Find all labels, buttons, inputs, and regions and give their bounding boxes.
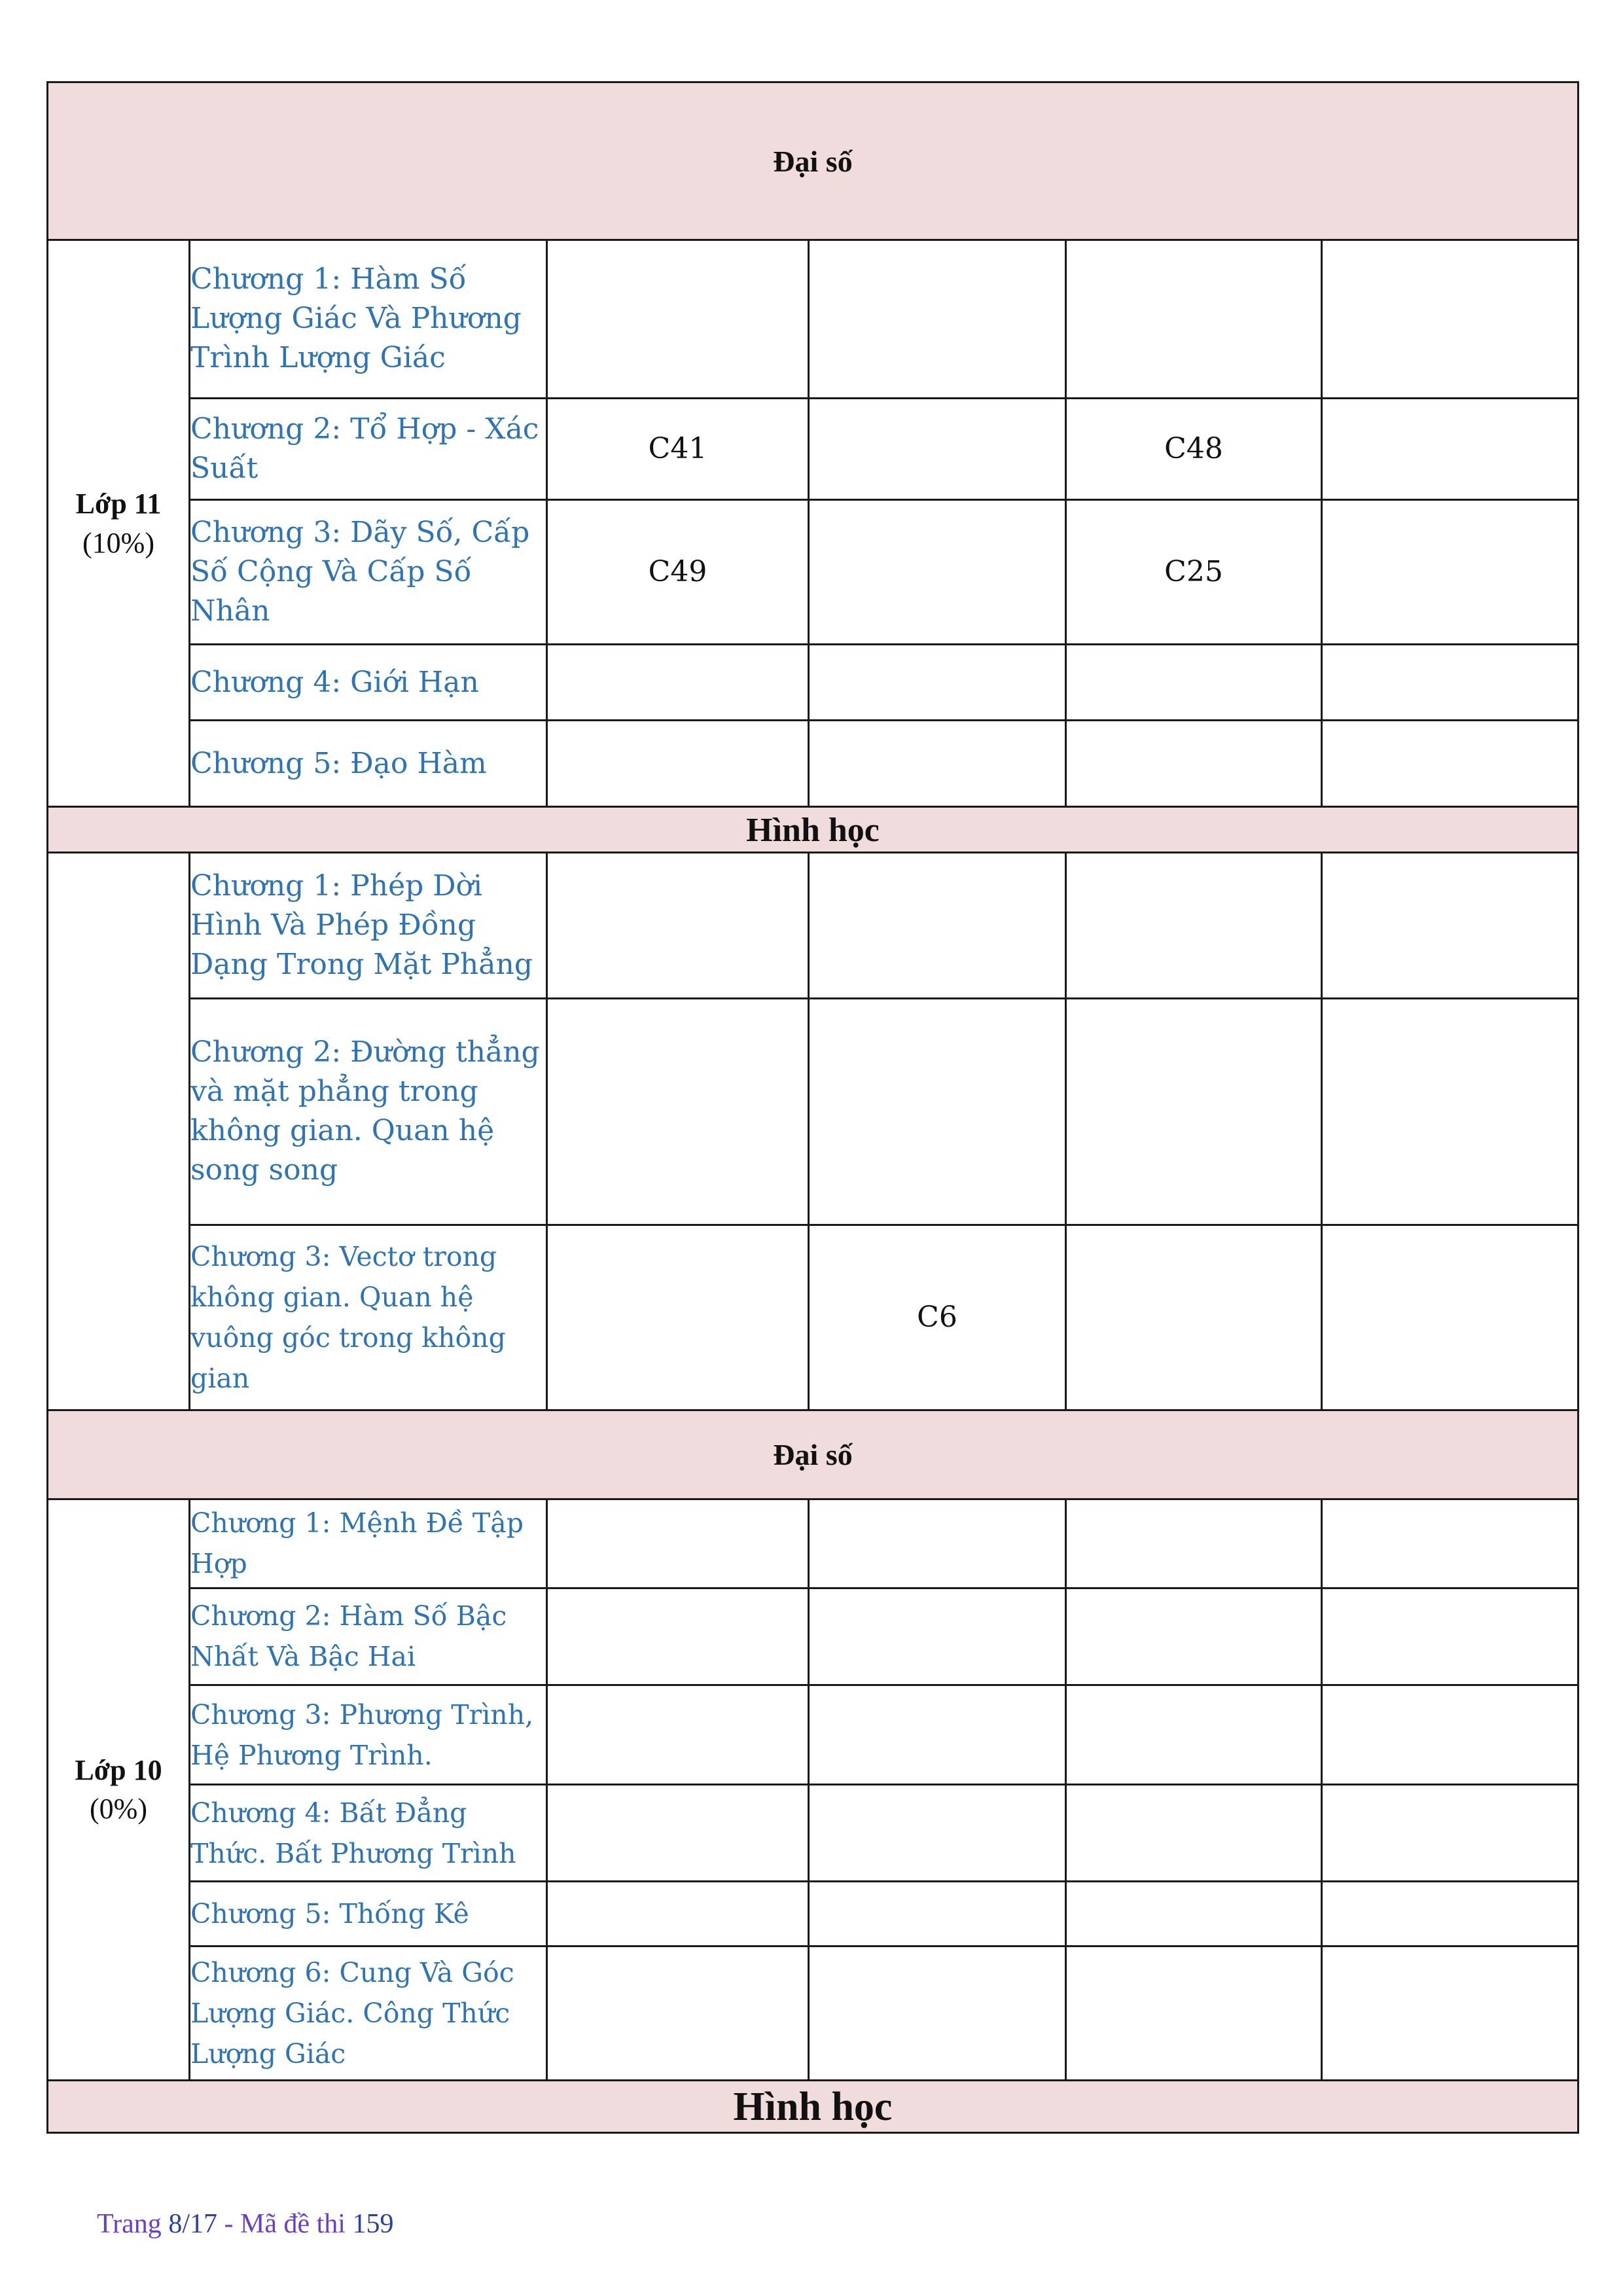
chapter-label: Chương 2: Đường thẳng và mặt phẳng trong không gian. Quan hệ song song	[190, 998, 547, 1225]
matrix-cell	[1066, 1946, 1322, 2080]
matrix-cell	[547, 721, 809, 807]
matrix-cell	[547, 1588, 809, 1685]
matrix-cell	[547, 1685, 809, 1785]
chapter-label: Chương 5: Thống Kê	[190, 1882, 547, 1946]
matrix-cell	[1322, 1685, 1578, 1785]
matrix-cell	[809, 1946, 1066, 2080]
matrix-cell	[547, 1499, 809, 1588]
section-header-algebra-11: Đại số	[48, 82, 1578, 240]
matrix-cell	[1066, 853, 1322, 998]
chapter-label: Chương 1: Mệnh Đề Tập Hợp	[190, 1499, 547, 1588]
matrix-cell	[1322, 1785, 1578, 1882]
matrix-cell	[1066, 1785, 1322, 1882]
matrix-cell	[1322, 853, 1578, 998]
matrix-cell	[809, 398, 1066, 499]
chapter-label: Chương 4: Bất Đẳng Thức. Bất Phương Trình	[190, 1785, 547, 1882]
matrix-cell	[809, 1588, 1066, 1685]
matrix-cell	[1322, 1946, 1578, 2080]
matrix-cell	[547, 853, 809, 998]
chapter-label: Chương 5: Đạo Hàm	[190, 721, 547, 807]
matrix-cell	[1066, 1685, 1322, 1785]
matrix-cell	[547, 1882, 809, 1946]
matrix-cell	[1322, 240, 1578, 398]
matrix-cell	[809, 645, 1066, 721]
chapter-label: Chương 2: Tổ Hợp - Xác Suất	[190, 398, 547, 499]
matrix-cell: C49	[547, 499, 809, 644]
chapter-label: Chương 3: Phương Trình, Hệ Phương Trình.	[190, 1685, 547, 1785]
matrix-cell	[547, 240, 809, 398]
matrix-cell	[809, 998, 1066, 1225]
grade-label-empty	[48, 853, 190, 1410]
matrix-cell	[547, 645, 809, 721]
matrix-cell	[1322, 1225, 1578, 1410]
chapter-label: Chương 1: Hàm Số Lượng Giác Và Phương Trình Lượng Giác	[190, 240, 547, 398]
matrix-cell	[809, 240, 1066, 398]
matrix-cell	[1322, 1499, 1578, 1588]
chapter-label: Chương 1: Phép Dời Hình Và Phép Đồng Dạng Trong Mặt Phẳng	[190, 853, 547, 998]
matrix-cell	[547, 1785, 809, 1882]
matrix-cell	[1322, 721, 1578, 807]
matrix-cell	[1322, 645, 1578, 721]
chapter-label: Chương 3: Dãy Số, Cấp Số Cộng Và Cấp Số Nhân	[190, 499, 547, 644]
matrix-cell	[547, 1225, 809, 1410]
matrix-cell	[1066, 998, 1322, 1225]
chapter-label: Chương 4: Giới Hạn	[190, 645, 547, 721]
grade-name: Lớp 10	[75, 1753, 162, 1786]
grade-percent: (10%)	[82, 526, 154, 559]
chapter-label: Chương 3: Vectơ trong không gian. Quan hệ vuông góc trong không gian	[190, 1225, 547, 1410]
matrix-cell: C48	[1066, 398, 1322, 499]
matrix-cell	[1322, 1882, 1578, 1946]
section-header-geometry-11: Hình học	[48, 807, 1578, 853]
section-header-geometry-10: Hình học	[48, 2080, 1578, 2132]
matrix-cell	[1066, 1499, 1322, 1588]
grade-label-10	[48, 1499, 190, 2080]
grade-percent: (0%)	[90, 1793, 147, 1825]
chapter-label: Chương 2: Hàm Số Bậc Nhất Và Bậc Hai	[190, 1588, 547, 1685]
matrix-cell: C41	[547, 398, 809, 499]
grade-label-11	[48, 240, 190, 807]
matrix-cell	[1066, 721, 1322, 807]
footer-exam-code-label: - Mã đề thi	[217, 2209, 353, 2239]
matrix-cell	[1066, 1882, 1322, 1946]
matrix-cell	[1322, 998, 1578, 1225]
page-footer	[97, 2208, 393, 2240]
matrix-cell	[809, 853, 1066, 998]
matrix-cell	[1322, 499, 1578, 644]
footer-page-prefix: Trang	[97, 2209, 169, 2239]
matrix-cell	[1066, 1225, 1322, 1410]
chapter-label: Chương 6: Cung Và Góc Lượng Giác. Công Thức Lượng Giác	[190, 1946, 547, 2080]
matrix-cell	[1066, 240, 1322, 398]
matrix-cell	[547, 998, 809, 1225]
matrix-cell	[1322, 398, 1578, 499]
matrix-cell	[1066, 1588, 1322, 1685]
matrix-cell	[547, 1946, 809, 2080]
matrix-cell: C6	[809, 1225, 1066, 1410]
exam-matrix-table	[46, 81, 1579, 2134]
footer-exam-code: 159	[352, 2209, 394, 2239]
matrix-cell	[809, 1882, 1066, 1946]
matrix-cell	[809, 1685, 1066, 1785]
matrix-cell	[809, 1785, 1066, 1882]
matrix-cell: C25	[1066, 499, 1322, 644]
matrix-cell	[809, 1499, 1066, 1588]
matrix-cell	[809, 499, 1066, 644]
matrix-cell	[1322, 1588, 1578, 1685]
grade-name: Lớp 11	[75, 488, 162, 520]
section-header-algebra-10: Đại số	[48, 1410, 1578, 1499]
matrix-cell	[1066, 645, 1322, 721]
footer-page-number: 8/17	[168, 2209, 217, 2239]
matrix-cell	[809, 721, 1066, 807]
